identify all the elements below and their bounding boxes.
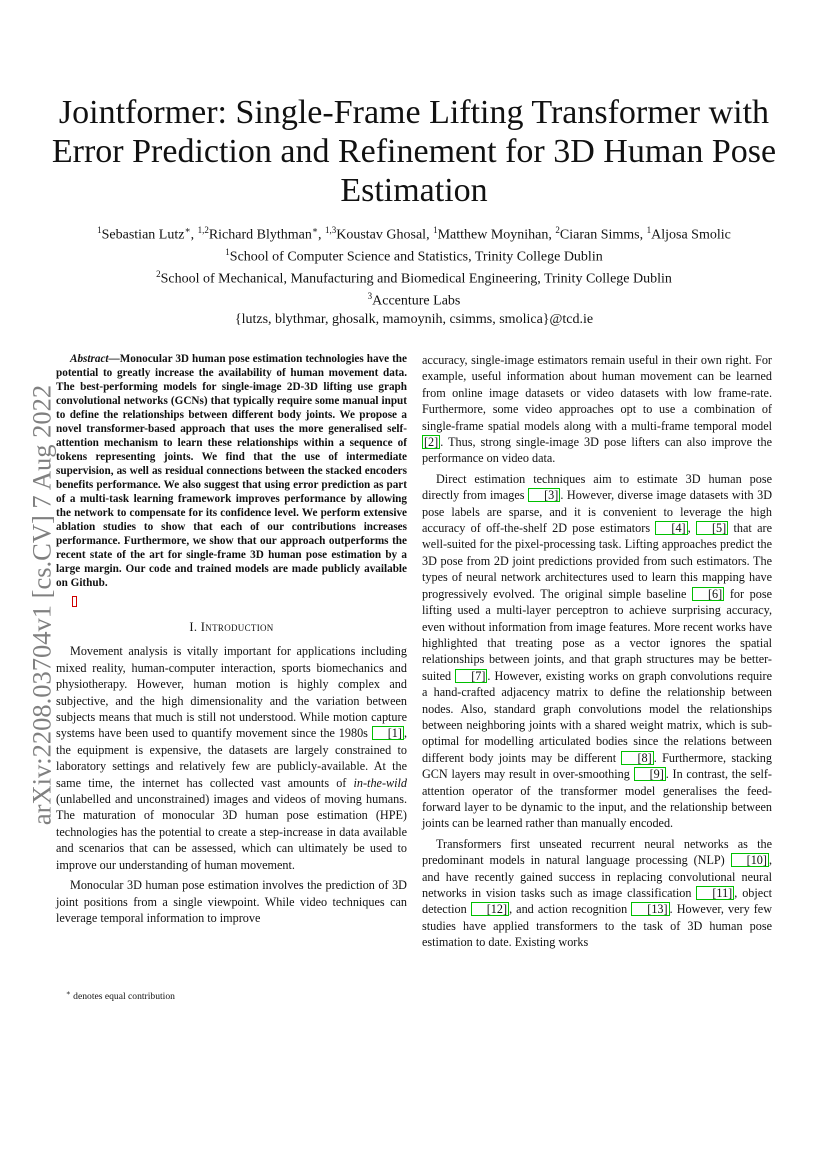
intro-paragraph-5: Transformers first unseated recurrent neural networks as the predominant models in natural language processing (NLP) [10] , and have recently gained success in replacing convolutional neural networks in vision tasks such as image classification [11] , object detection [12] , and action recognition [13] . However, very few studies have applied transformers to the task of 3D human pose estimation to date. Existing works [422,836,773,950]
intro-paragraph-2: Monocular 3D human pose estimation involves the prediction of 3D joint positions from a single viewpoint. While video techniques can leverage temporal information to improve [56,878,407,925]
affiliation-3: $^3$Accenture Labs [367,291,461,310]
link-marker-icon[interactable] [72,596,77,607]
abstract-text: —Monocular 3D human pose estimation technologies have the potential to greatly increase the availability of human movement data. The best-performing models for single-image 2D-3D lifting use graph convolutional networks (GCNs) that typically require some manual input to define the relationships between different body joints. We propose a novel transformer-based approach that uses the more generalised self-attention mechanism to learn these relationships within a sequence of tokens representing joints. We find that the use of intermediate supervision, as well as residual connections between the stacked encoders benefits performance. We also suggest that using error prediction as part of a multi-task learning framework improves performance by allowing the network to compensate for its confidence level. We perform extensive ablation studies to show that each of our contributions increases performance. Furthermore, we show that our approach outperforms the recent state of the art for single-frame 3D human pose estimation by a large margin. Our code and trained models are made publicly available on Github. [56,353,407,589]
author-name: Koustav Ghosal [336,227,427,243]
citation-link[interactable]: [2] [424,435,439,450]
section-heading-introduction: I. Introduction [189,620,274,634]
citation-link[interactable]: [1] [372,726,404,740]
affiliation-2: $^2$School of Mechanical, Manufacturing and Biomedical Engineering, Trinity College Dublin [156,269,672,287]
citation-link[interactable]: [10] [731,853,769,867]
citation-link[interactable]: [8] [621,751,653,765]
arxiv-stamp-text: arXiv:2208.03704v1 [cs.CV] 7 Aug 2022 [26,384,57,826]
paper-title: Jointformer: Single-Frame Lifting Transformer with Error Prediction and Refinement for 3D Human Pose Estimation [51,93,777,209]
intro-paragraph-4: Direct estimation techniques aim to estimate 3D human pose directly from images [3] . However, diverse image datasets with 3D pose labels are sparse, and it is convenient to leverage the high accuracy of off-the-shelf 2D pose estimators [4] , [5] that are well-suited for the pixel-processing task. Lifting approaches predict the 3D pose from 2D joint predictions provided from such estimators. The types of neural network architectures used to learn this mapping have progressively evolved. The original simple baseline [6] for pose lifting used a multi-layer perceptron to achieve surprising accuracy, even without information from image features. More recent works have highlighted that treating pose as a vector ignores the spatial relationships between joints, and that graph structures may be better-suited [7] . However, existing works on graph convolutions require a hand-crafted adjacency matrix to define the relationship between nodes. Also, standard graph convolutions model the relationships between neighboring joints with a shared weight matrix, which is sub-optimal for modelling articulated bodies since the relations between different body joints may be different [8] . Furthermore, stacking GCN layers may result in over-smoothing [9] . In contrast, the self-attention operator of the transformer model generalises the feed-forward layer to be dynamic to the input, and the relationship between joints can be learned rather than manually encoded. [422,471,773,831]
author-list: $^1$Sebastian Lutz∗, $^{1,2}$Richard Blythman∗, $^{1,3}$Koustav Ghosal, $^1$Matthew Moynihan, $^2$Ciaran Simms, $^1$Aljosa Smolic [97,225,731,243]
right-column [422,352,772,955]
author-name: Matthew Moynihan [437,227,549,243]
author-name: Ciaran Simms [559,227,640,243]
intro-paragraph-1: Movement analysis is vitally important for applications including mixed reality, human-computer interaction, sports biomechanics and physiotherapy. However, human motion is highly complex and subjective, and the high dimensionality and the variation between subjects means that much is still not understood. While motion capture systems have been used to quantify movement since the 1980s [1] , the equipment is expensive, the datasets are largely constrained to laboratory settings and relatively few are publicly-available. At the same time, the internet has collected vast amounts of in-the-wild (unlabelled and unconstrained) images and videos of moving humans. The maturation of monocular 3D human pose estimation (HPE) technologies has the potential to create a step-increase in data available and scenarios that can be assessed, which can ultimately be used to improve our understanding of human movement. [56,644,407,872]
abstract [56,352,407,590]
citation-link[interactable]: [13] [631,902,669,916]
author-name: Aljosa Smolic [651,227,731,243]
citation-link[interactable]: [7] [455,669,487,683]
intro-paragraph-3: accuracy, single-image estimators remain useful in their own right. For example, useful information about human movement can be learned from online image datasets or video datasets with low frame-rate. Furthermore, some video approaches opt to use a combination of single-frame spatial models along with a multi-frame temporal model [2] . Thus, strong single-image 3D pose lifters can also improve the performance on video data. [422,353,772,466]
citation-link[interactable]: [5] [696,521,728,535]
author-emails: {lutzs, blythmar, ghosalk, mamoynih, csimms, smolica}@tcd.ie [234,311,594,327]
section-title: Introduction [200,620,274,634]
citation-link[interactable]: [11] [696,886,734,900]
citation-link[interactable]: [9] [634,767,666,781]
left-column [56,352,407,930]
author-block [20,222,808,328]
affiliation-1: $^1$School of Computer Science and Statistics, Trinity College Dublin [225,247,603,265]
author-name: Sebastian Lutz [101,227,185,243]
citation-link[interactable]: [4] [655,521,687,535]
citation-link[interactable]: [12] [471,902,509,916]
footnote: ∗ denotes equal contribution [66,989,175,1003]
abstract-label: Abstract [70,353,109,365]
citation-link[interactable]: [3] [528,488,560,502]
citation-link[interactable]: [6] [692,587,724,601]
author-name: Richard Blythman [208,227,312,243]
